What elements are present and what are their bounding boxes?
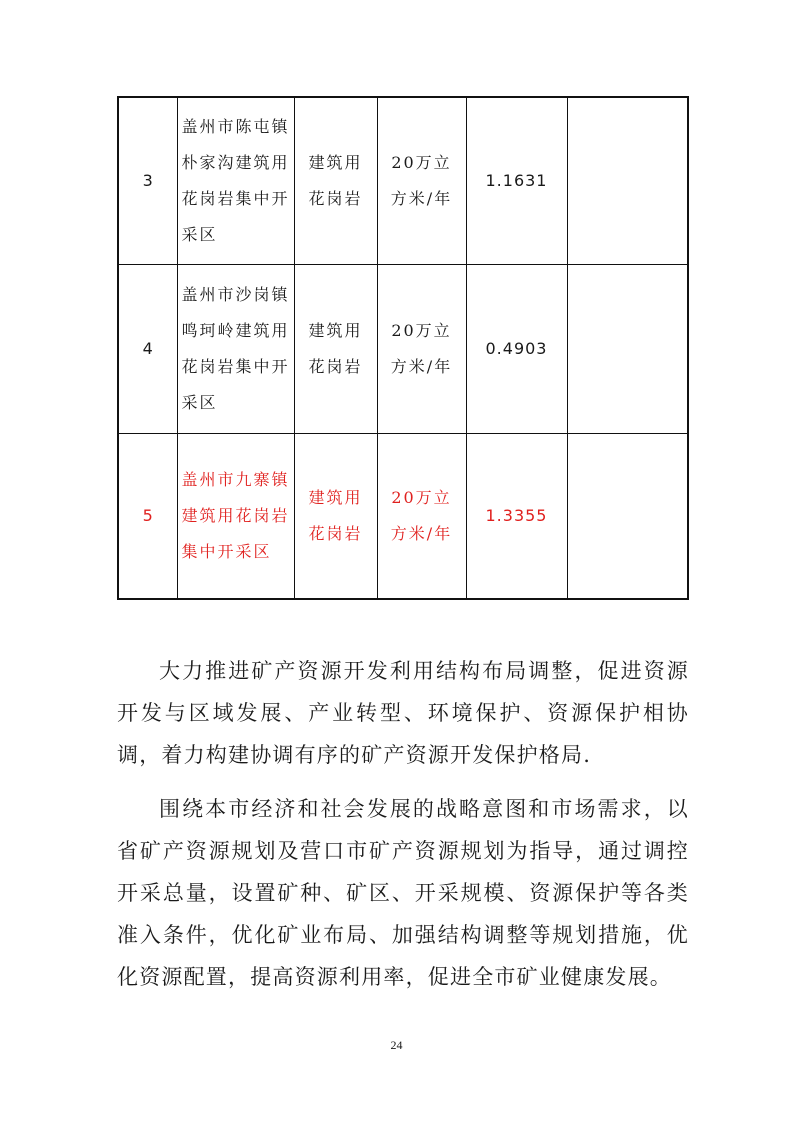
row-number-cell: 4 bbox=[118, 264, 177, 433]
area-value-cell: 1.3355 bbox=[466, 433, 567, 599]
row-number-cell: 5 bbox=[118, 433, 177, 599]
mineral-type-cell: 建筑用花岗岩 bbox=[294, 97, 377, 264]
area-value-cell: 0.4903 bbox=[466, 264, 567, 433]
page-number: 24 bbox=[390, 1038, 403, 1052]
row-number-cell: 3 bbox=[118, 97, 177, 264]
body-paragraph: 围绕本市经济和社会发展的战略意图和市场需求，以省矿产资源规划及营口市矿产资源规划为指导，通过调控开采总量，设置矿种、矿区、开采规模、资源保护等各类准入条件，优化矿业布局、加强结构调整等规划措施，优化资源配置，提高资源利用率，促进全市矿业健康发展。 bbox=[117, 797, 689, 989]
mining-area-name-cell: 盖州市九寨镇建筑用花岗岩集中开采区 bbox=[177, 433, 294, 599]
table-row-highlighted bbox=[118, 433, 688, 599]
table-row bbox=[118, 97, 688, 264]
note-cell bbox=[567, 97, 688, 264]
body-paragraph: 大力推进矿产资源开发利用结构布局调整，促进资源开发与区域发展、产业转型、环境保护、资源保护相协调，着力构建协调有序的矿产资源开发保护格局. bbox=[117, 659, 689, 767]
production-scale-cell: 20万立方米/年 bbox=[377, 433, 466, 599]
production-scale-cell: 20万立方米/年 bbox=[377, 97, 466, 264]
mining-area-name-cell: 盖州市陈屯镇朴家沟建筑用花岗岩集中开采区 bbox=[177, 97, 294, 264]
area-value-cell: 1.1631 bbox=[466, 97, 567, 264]
table-row bbox=[118, 264, 688, 433]
mineral-type-cell: 建筑用花岗岩 bbox=[294, 264, 377, 433]
note-cell bbox=[567, 433, 688, 599]
mining-area-name-cell: 盖州市沙岗镇鸣珂岭建筑用花岗岩集中开采区 bbox=[177, 264, 294, 433]
production-scale-cell: 20万立方米/年 bbox=[377, 264, 466, 433]
note-cell bbox=[567, 264, 688, 433]
mining-area-table bbox=[117, 96, 689, 600]
mineral-type-cell: 建筑用花岗岩 bbox=[294, 433, 377, 599]
